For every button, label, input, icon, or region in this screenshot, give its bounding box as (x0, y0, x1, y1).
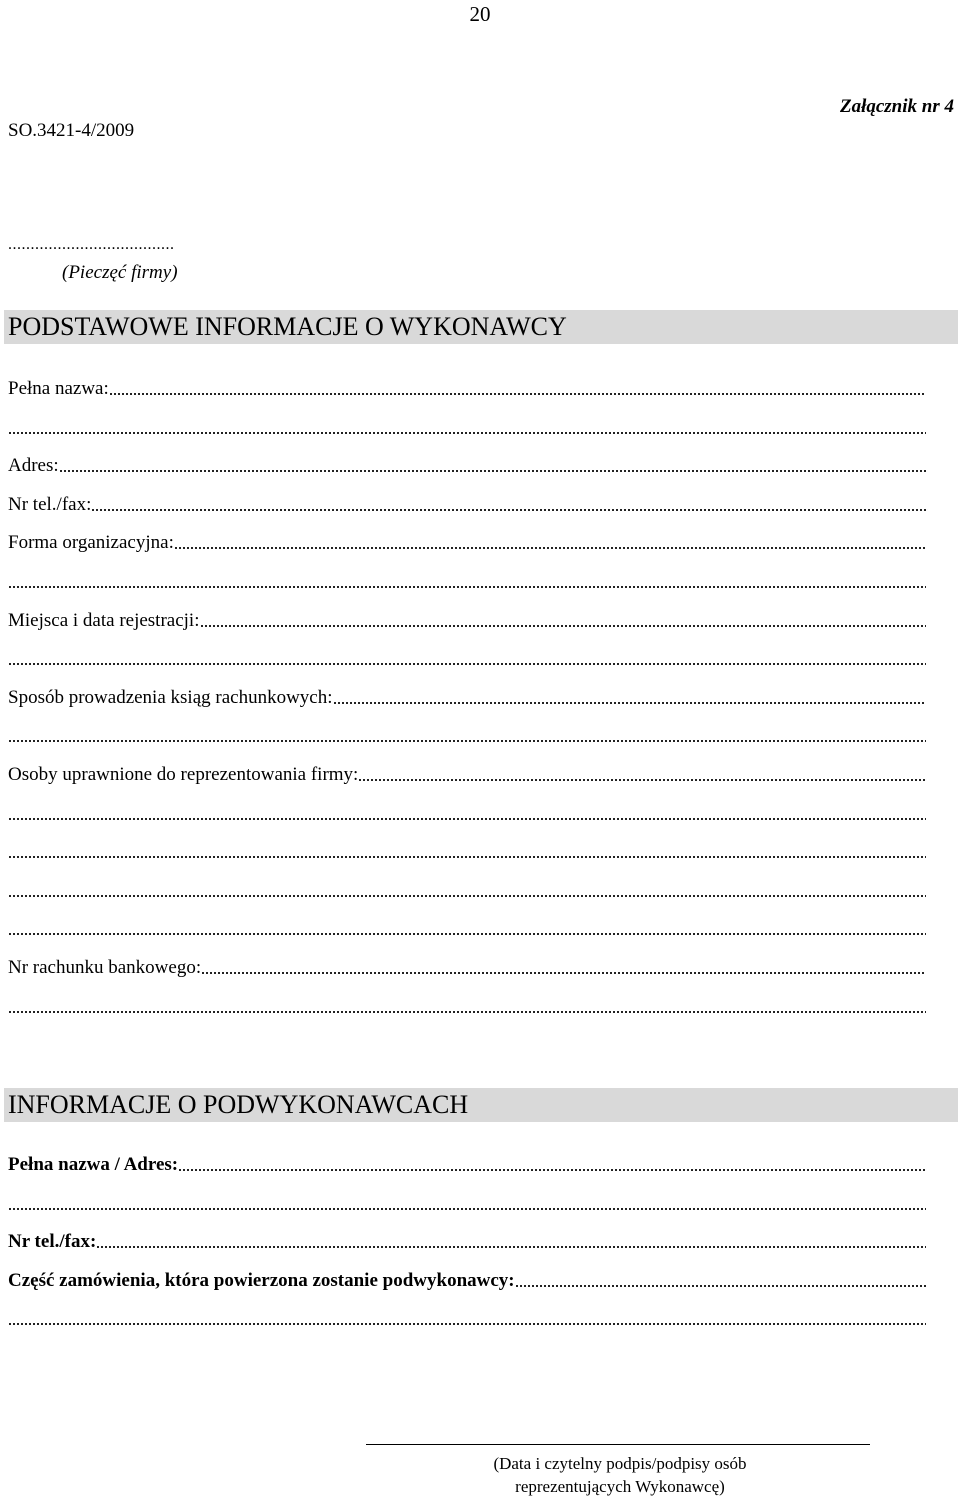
form-field-row[interactable] (8, 494, 926, 516)
form-field-row[interactable] (8, 532, 926, 554)
field-label: Nr rachunku bankowego: (8, 957, 202, 978)
dotted-fill-line[interactable] (8, 1010, 926, 1014)
form-field-row[interactable] (8, 1308, 926, 1330)
form-field-row[interactable] (8, 610, 926, 632)
field-label: Forma organizacyjna: (8, 532, 174, 554)
form-field-row[interactable] (8, 571, 926, 593)
dotted-fill-line[interactable] (174, 546, 926, 550)
field-label: Adres: (8, 455, 59, 477)
dotted-fill-line[interactable] (515, 1284, 926, 1288)
form-field-row[interactable] (8, 1193, 926, 1215)
form-field-row[interactable] (8, 455, 926, 477)
dotted-fill-line[interactable] (8, 585, 926, 589)
dotted-fill-line[interactable] (178, 1168, 926, 1172)
form-field-row[interactable] (8, 687, 926, 709)
signature-caption-line-2: reprezentujących Wykonawcę) (515, 1477, 725, 1496)
dotted-fill-line[interactable] (8, 1207, 926, 1211)
form-field-row[interactable] (8, 417, 926, 439)
signature-line (366, 1444, 870, 1445)
dotted-fill-line[interactable] (8, 932, 926, 936)
page-number: 20 (469, 2, 491, 26)
form-field-row[interactable] (8, 1231, 926, 1253)
dotted-fill-line[interactable] (8, 739, 926, 743)
dotted-fill-line[interactable] (8, 662, 926, 666)
form-field-row[interactable] (8, 803, 926, 825)
field-label: Pełna nazwa: (8, 378, 109, 399)
dotted-fill-line[interactable] (8, 894, 926, 898)
section-title-contractor: PODSTAWOWE INFORMACJE O WYKONAWCY (4, 310, 958, 344)
stamp-label: (Pieczęć firmy) (62, 262, 178, 283)
field-label: Nr tel./fax: (8, 493, 92, 515)
form-field-row[interactable] (8, 957, 926, 979)
reference-number: SO.3421-4/2009 (8, 120, 135, 141)
field-label: Pełna nazwa / Adres: (8, 1154, 179, 1175)
field-label: Część zamówienia, która powierzona zostanie podwykonawcy: (8, 1269, 515, 1291)
form-field-row[interactable] (8, 378, 926, 400)
field-label: Osoby uprawnione do reprezentowania firmy: (8, 764, 359, 785)
dotted-fill-line[interactable] (200, 624, 927, 628)
dotted-fill-line[interactable] (109, 392, 926, 396)
field-label: Sposób prowadzenia ksiąg rachunkowych: (8, 686, 333, 708)
form-field-row[interactable] (8, 841, 926, 863)
dotted-fill-line[interactable] (96, 1245, 926, 1249)
signature-caption-line-1: (Data i czytelny podpis/podpisy osób (493, 1454, 747, 1473)
form-field-row[interactable] (8, 996, 926, 1018)
form-field-row[interactable] (8, 725, 926, 747)
form-field-row[interactable] (8, 1154, 926, 1176)
dotted-fill-line[interactable] (8, 817, 926, 821)
dotted-fill-line[interactable] (8, 431, 926, 435)
section-title-subcontractors: INFORMACJE O PODWYKONAWCACH (4, 1088, 958, 1122)
signature-caption (440, 1452, 800, 1498)
stamp-placeholder: ..................................... (8, 236, 175, 253)
dotted-fill-line[interactable] (8, 855, 926, 859)
dotted-fill-line[interactable] (333, 701, 926, 705)
dotted-fill-line[interactable] (8, 1322, 926, 1326)
dotted-fill-line[interactable] (358, 778, 926, 782)
dotted-fill-line[interactable] (59, 469, 926, 473)
form-field-row[interactable] (8, 918, 926, 940)
form-field-row[interactable] (8, 764, 926, 786)
form-field-row[interactable] (8, 648, 926, 670)
form-field-row[interactable] (8, 880, 926, 902)
annex-label: Załącznik nr 4 (839, 96, 954, 117)
field-label: Miejsca i data rejestracji: (8, 609, 200, 631)
dotted-fill-line[interactable] (201, 971, 926, 975)
field-label: Nr tel./fax: (8, 1231, 97, 1252)
dotted-fill-line[interactable] (91, 508, 926, 512)
form-field-row[interactable] (8, 1270, 926, 1292)
